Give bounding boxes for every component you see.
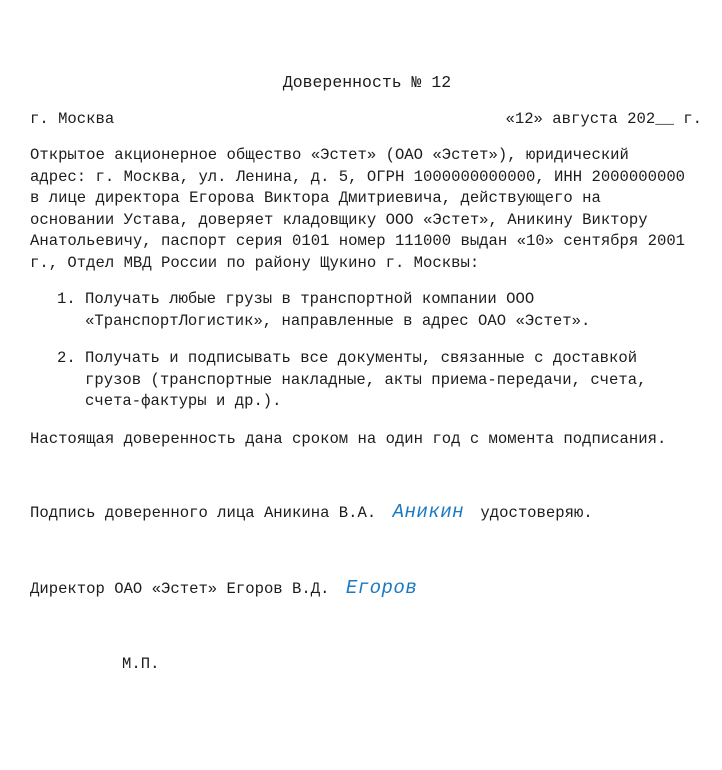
intro-line: Анатольевичу, паспорт серия 0101 номер 111000 выдан «10» сентября 2001	[30, 232, 686, 250]
validity-statement: Настоящая доверенность дана сроком на один год с момента подписания.	[30, 429, 667, 448]
document-date: «12» августа 202__ г.	[505, 109, 702, 128]
intro-line: основании Устава, доверяет кладовщику ООО «Эстет», Аникину Виктору	[30, 210, 648, 229]
intro-paragraph	[30, 145, 704, 274]
list-item-text	[85, 348, 646, 413]
seal-mark: М.П.	[122, 655, 160, 673]
list-item-number: 2.	[57, 349, 76, 367]
director-signature-line	[30, 577, 704, 601]
intro-line: г., Отдел МВД России по району Щукино г. Москвы:	[30, 253, 480, 272]
list-item-line: «ТранспортЛогистик», направленные в адрес ОАО «Эстет».	[85, 311, 591, 330]
intro-line: Открытое акционерное общество «Эстет» (ОАО «Эстет»), юридический	[30, 146, 629, 164]
list-item-line: Получать любые грузы в транспортной компании ООО	[85, 290, 535, 308]
list-item-number: 1.	[57, 290, 76, 308]
intro-line: адрес: г. Москва, ул. Ленина, д. 5, ОГРН 1000000000000, ИНН 2000000000	[30, 167, 686, 186]
intro-line: в лице директора Егорова Виктора Дмитриевича, действующего на	[30, 189, 601, 207]
director-signature: Егоров	[345, 577, 418, 599]
list-item	[57, 289, 704, 332]
document-title: Доверенность № 12	[282, 73, 452, 92]
attorney-signature: Аникин	[392, 501, 465, 523]
list-item-line: Получать и подписывать все документы, связанные с доставкой	[85, 349, 638, 367]
director-signature-label: Директор ОАО «Эстет» Егоров В.Д.	[30, 580, 330, 598]
list-item-text	[85, 289, 590, 332]
city-date-row	[30, 109, 704, 131]
list-item	[57, 348, 704, 413]
attorney-signature-line	[30, 501, 704, 525]
attorney-signature-suffix: удостоверяю.	[480, 504, 593, 522]
document-city: г. Москва	[30, 109, 115, 128]
list-item-line: счета-фактуры и др.).	[85, 392, 282, 410]
list-item-line: грузов (транспортные накладные, акты приема-передачи, счета,	[85, 370, 647, 389]
attorney-signature-label: Подпись доверенного лица Аникина В.А.	[30, 504, 377, 522]
